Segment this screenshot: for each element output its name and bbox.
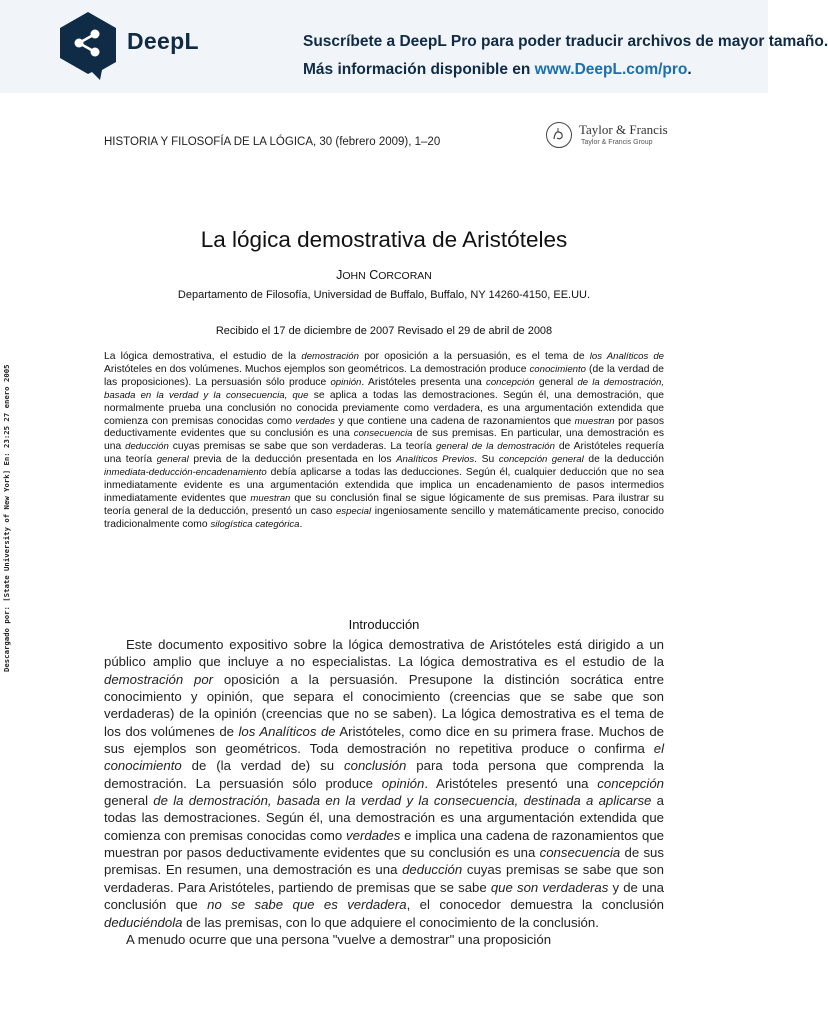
journal-header: HISTORIA Y FILOSOFÍA DE LA LÓGICA, 30 (febrero 2009), 1–20 (104, 136, 441, 148)
text-run: Aristóteles en dos volúmenes. Muchos ejemplos son geométricos. La demostración produce (104, 363, 530, 375)
emphasis-text: concepción (597, 775, 664, 791)
promo-line-1: Suscríbete a DeepL Pro para poder traducir archivos de mayor tamaño. (303, 33, 828, 50)
text-run: debía aplicarse a todas las deducciones. Según él, cualquier deducción que no sea inmediatamente evidente es una argumentación extendida que implica un encadenamiento de pasos intermedios inmediatamente evidentes que (104, 467, 664, 504)
body-text (104, 636, 664, 948)
author-name (0, 268, 768, 282)
text-run: de (la verdad de) su (181, 758, 345, 774)
text-run: Aristóteles, como dice en su primera frase. Muchos de sus ejemplos son geométricos. Toda demostración no repetitiva produce o confirma (104, 723, 664, 757)
emphasis-text: demostración por (104, 671, 214, 687)
text-run: se aplica a todas las demostraciones. Según él, una demostración, que normalmente prueba una conclusión no conocida previamente como verdadera, es una argumentación extendida que comienza con premisas conocidas como (104, 389, 664, 427)
emphasis-text: general (156, 454, 189, 466)
promo-prefix: Más información disponible en (303, 61, 535, 78)
text-run: de Aristóteles requería una teoría (104, 441, 665, 466)
emphasis-text: verdades (295, 415, 335, 427)
text-run: Este documento expositivo sobre la lógica demostrativa de Aristóteles está dirigido a un público amplio que incluye a no especialistas. La lógica demostrativa es el estudio de la (104, 637, 664, 670)
text-run: para toda persona que comprenda la demostración. La persuasión sólo produce (104, 758, 664, 791)
paper-title: La lógica demostrativa de Aristóteles (200, 227, 568, 252)
text-run: de sus premisas. En resumen, una demostración es una (104, 845, 664, 878)
publisher-group: Taylor & Francis Group (581, 139, 653, 146)
author-first-initial: J (336, 268, 343, 282)
publisher-name: Taylor & Francis (579, 122, 668, 137)
text-run: (de la verdad de las proposiciones). La persuasión sólo produce (104, 363, 664, 388)
paragraph-1 (104, 636, 664, 931)
text-run: a todas las demostraciones. Según él, una demostración es una argumentación extendida que comienza con premisas conocidas como (104, 793, 665, 843)
emphasis-text: los Analíticos de (238, 723, 336, 739)
promo-line-2 (303, 61, 692, 79)
emphasis-text: especial (335, 505, 372, 517)
author-affiliation: Departamento de Filosofía, Universidad de Buffalo, Buffalo, NY 14260-4150, EE.UU. (177, 289, 591, 301)
emphasis-text: muestran (250, 492, 291, 504)
emphasis-text: que son verdaderas (490, 879, 609, 895)
publisher-logo (546, 120, 676, 152)
author-last-initial: C (369, 268, 379, 282)
text-run: A menudo ocurre que una persona "vuelve a demostrar" una proposición (126, 931, 552, 947)
emphasis-text: consecuencia (539, 845, 621, 861)
section-heading-introduction: Introducción (348, 617, 420, 632)
deepl-logo-icon (58, 12, 118, 80)
text-run: La lógica demostrativa, el estudio de la (104, 351, 302, 362)
text-run: . Su (474, 454, 499, 466)
received-dates: Recibido el 17 de diciembre de 2007 Revisado el 29 de abril de 2008 (215, 325, 553, 337)
emphasis-text: el conocimiento (104, 741, 664, 774)
text-run: por oposición a la persuasión, es el tema de (358, 351, 590, 362)
text-run: de la deducción (583, 454, 665, 466)
deepl-banner (0, 0, 828, 93)
author-last-rest: ORCORAN (378, 270, 432, 282)
text-run: por pasos deductivamente evidentes que su conclusión es una (104, 415, 664, 440)
text-run: cuyas premisas se sabe que son verdaderas. Para Aristóteles, partiendo de premisas que se sabe (104, 862, 664, 895)
text-run: que su conclusión final se sigue lógicamente de sus premisas. Para ilustrar su teoría general de la deducción, presentó un caso (104, 492, 665, 517)
author-first-rest: OHN (342, 270, 366, 282)
deepl-brand: DeepL (127, 28, 199, 54)
emphasis-text: deducción (125, 441, 169, 453)
emphasis-text: concepción (486, 376, 535, 388)
emphasis-text: conocimiento (529, 363, 587, 375)
text-run: ingeniosamente sencillo y matemáticamente preciso, conocido tradicionalmente como (104, 505, 664, 530)
emphasis-text: verdades (346, 827, 401, 843)
emphasis-text: deduciéndola (104, 914, 183, 930)
emphasis-text: muestran (574, 415, 615, 427)
text-run: cuyas premisas se sabe que son verdaderas. La teoría (168, 441, 436, 453)
emphasis-text: opinión (330, 376, 362, 388)
text-run: . Aristóteles presentó una (424, 775, 598, 791)
emphasis-text: los Analíticos de (589, 351, 664, 362)
emphasis-text: consecuencia (353, 428, 413, 440)
text-run: y de una conclusión que (104, 879, 664, 913)
emphasis-text: conclusión (344, 758, 407, 774)
text-run: previa de la deducción presentada en los (188, 454, 397, 466)
emphasis-text: opinión (381, 775, 425, 791)
emphasis-text: de la demostración, basada en la verdad y la consecuencia, que (104, 376, 664, 401)
promo-suffix: . (687, 61, 692, 78)
emphasis-text: demostración (301, 351, 359, 362)
emphasis-text: silogística categórica (210, 518, 300, 530)
text-run: e implica una cadena de razonamientos que muestran por pasos deductivamente evidentes que su conclusión es una (104, 827, 664, 861)
emphasis-text: concepción general (498, 454, 584, 466)
taylor-francis-icon (546, 122, 572, 148)
emphasis-text: Analíticos Previos (396, 454, 475, 466)
text-run: . (299, 518, 303, 530)
deepl-pro-link[interactable]: www.DeepL.com/pro (534, 61, 688, 78)
download-watermark: Descargado por: [State University of New York] En: 23:25 27 enero 2005 (2, 364, 11, 672)
text-run: oposición a la persuasión. Presupone la distinción socrática entre conocimiento y opinión, que separa el conocimiento (creencias que se sabe que son verdaderas) de la opinión (creencias que no se saben). La lógica demostrativa es el tema de los dos volúmenes de (104, 671, 665, 739)
emphasis-text: no se sabe que es verdadera (207, 897, 407, 913)
text-run: , el conocedor demuestra la conclusión (406, 897, 664, 913)
emphasis-text: de la demostración, basada en la verdad y la consecuencia, destinada a aplicarse (153, 793, 652, 809)
text-run: general (104, 793, 154, 809)
abstract (104, 351, 664, 532)
text-run: de las premisas, con lo que adquiere el conocimiento de la conclusión. (182, 914, 599, 930)
paragraph-2 (104, 931, 664, 948)
text-run: general (534, 376, 578, 388)
text-run: y que contiene una cadena de razonamientos que (334, 415, 575, 427)
text-run: de sus premisas. En particular, una demostración es una (104, 428, 664, 453)
emphasis-text: general de la demostración (435, 441, 555, 453)
emphasis-text: deducción (402, 862, 463, 878)
text-run: . Aristóteles presenta una (361, 376, 487, 388)
emphasis-text: inmediata-deducción-encadenamiento (104, 467, 267, 479)
